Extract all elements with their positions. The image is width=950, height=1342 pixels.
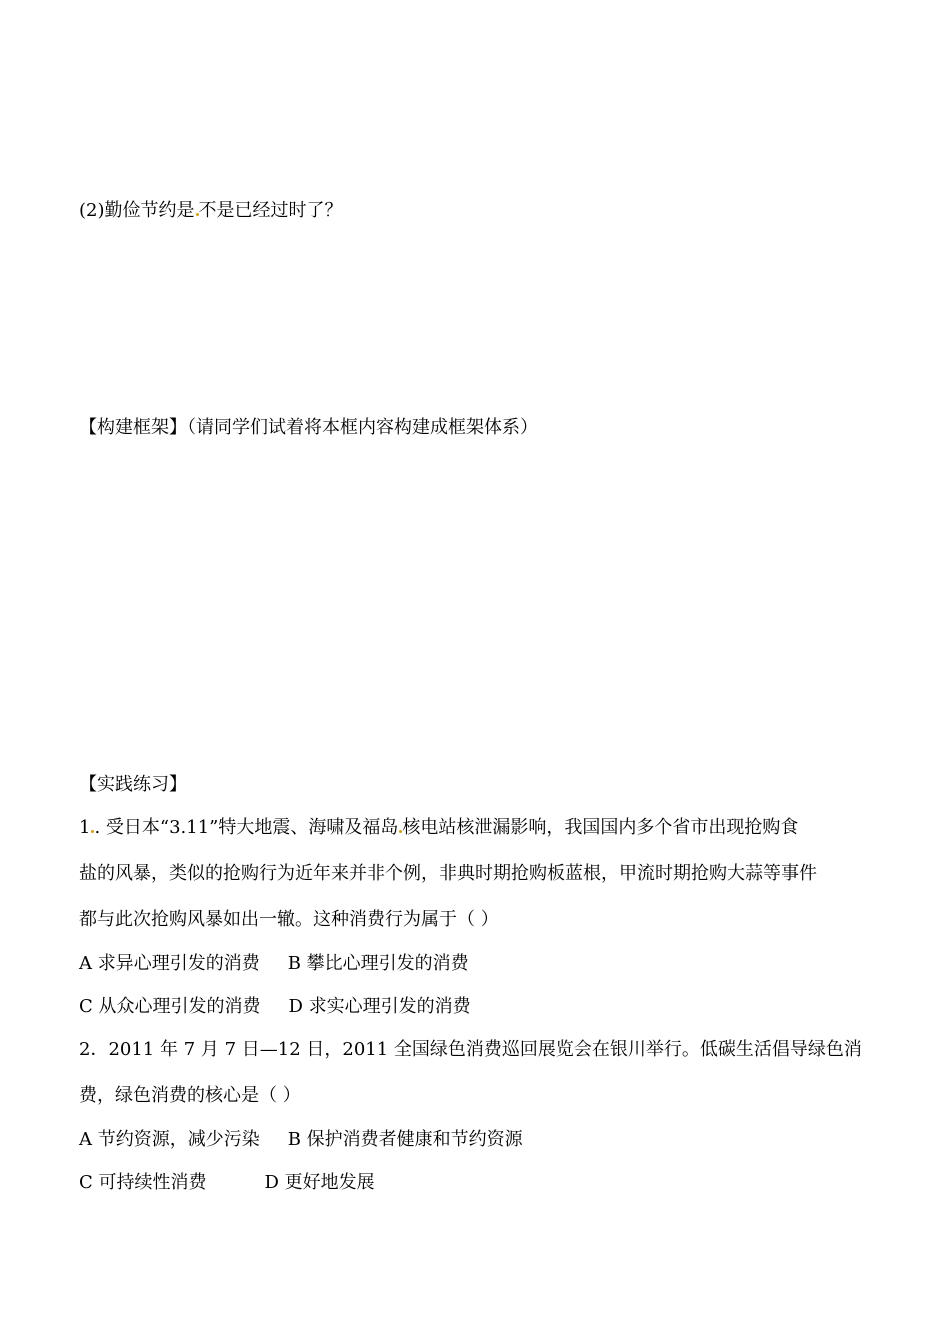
question-2-part-a: (2)勤俭节约是 <box>79 200 195 221</box>
q1-line-1 <box>79 816 798 840</box>
q1-line-2: 盐的风暴，类似的抢购行为近年来并非个例，非典时期抢购板蓝根，甲流时期抢购大蒜等事件 <box>79 863 817 884</box>
q2-options-row-1 <box>79 1128 523 1152</box>
q1-line-1-text: . 受日本“3.11”特大地震、海啸及福岛 <box>94 817 399 838</box>
framework-heading: 【构建框架】（请同学们试着将本框内容构建成框架体系） <box>79 417 538 438</box>
q2-options-row-2 <box>79 1171 375 1195</box>
q2-line-2: 费，绿色消费的核心是（ ） <box>79 1085 301 1106</box>
q1-option-c: C 从众心理引发的消费 <box>79 996 261 1017</box>
q1-option-b: B 攀比心理引发的消费 <box>287 953 469 974</box>
q2-line-1: 2．2011 年 7 月 7 日—12 日，2011 全国绿色消费巡回展览会在银川举行。低碳生活倡导绿色消 <box>79 1039 862 1060</box>
q2-option-a: A 节约资源，减少污染 <box>79 1129 260 1150</box>
q1-options-row-1 <box>79 952 469 976</box>
q1-option-a: A 求异心理引发的消费 <box>79 953 260 974</box>
q1-line-1-end: 核电站核泄漏影响，我国国内多个省市出现抢购食 <box>402 817 799 838</box>
q1-options-row-2 <box>79 995 471 1019</box>
q2-option-c: C 可持续性消费 <box>79 1172 207 1193</box>
question-2-part-b: 不是已经过时了？ <box>198 200 343 221</box>
practice-heading: 【实践练习】 <box>79 774 187 795</box>
q2-option-d: D 更好地发展 <box>264 1172 375 1193</box>
question-2-text <box>79 199 343 223</box>
q1-option-d: D 求实心理引发的消费 <box>288 996 471 1017</box>
q2-option-b: B 保护消费者健康和节约资源 <box>287 1129 523 1150</box>
q1-line-3: 都与此次抢购风暴如出一辙。这种消费行为属于（ ） <box>79 909 499 930</box>
q1-number: 1 <box>79 817 91 838</box>
